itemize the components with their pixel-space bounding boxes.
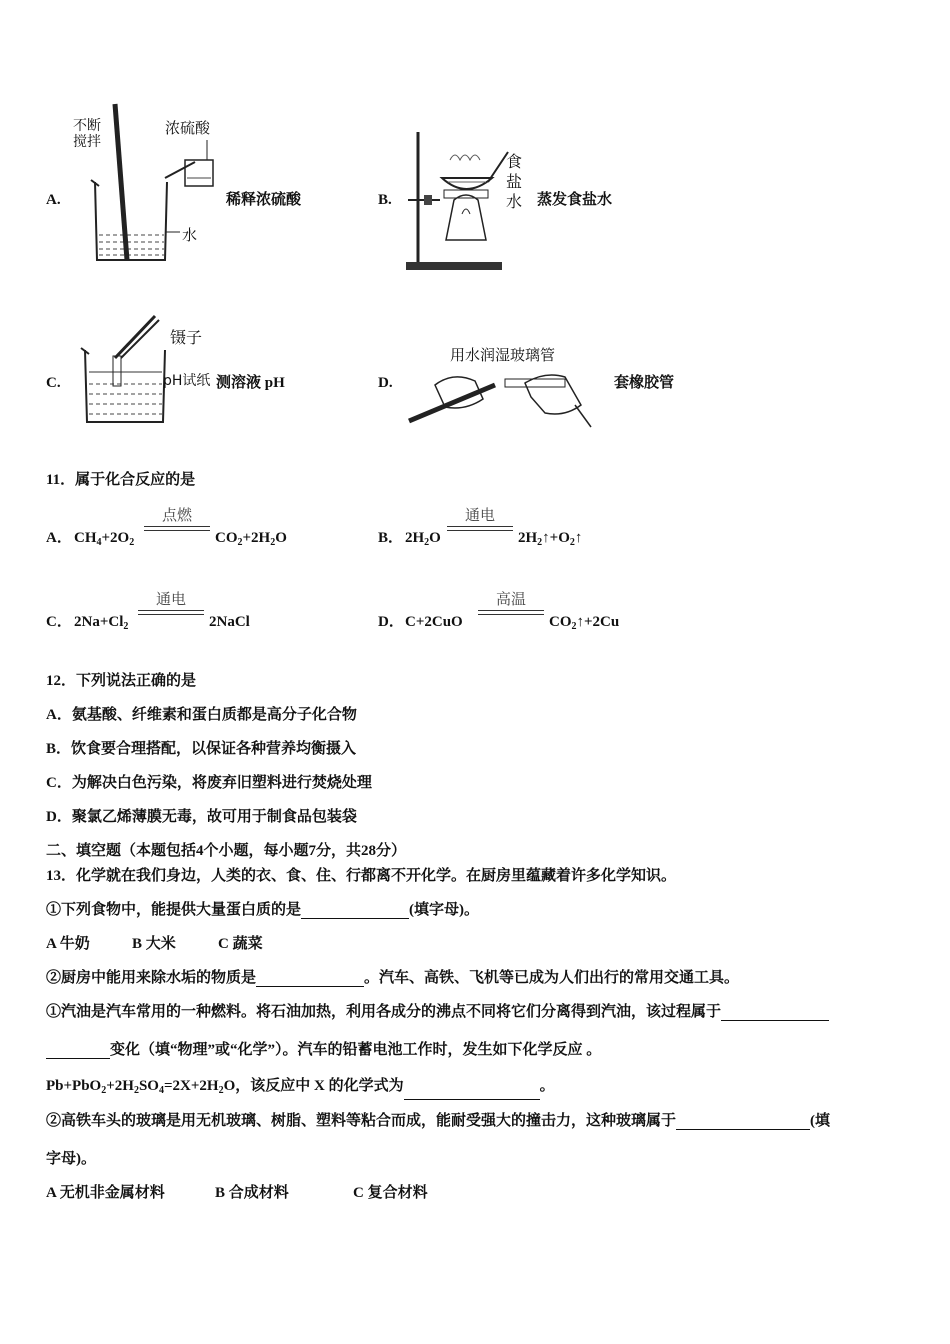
q11-c-right: 2NaCl bbox=[209, 614, 250, 630]
q13-part5 bbox=[46, 1077, 555, 1100]
q11-b-right: $2H_2↑+O_2↑$ bbox=[518, 530, 583, 548]
q12-stem: 12．下列说法正确的是 bbox=[46, 673, 197, 689]
q13-part6 bbox=[46, 1112, 830, 1130]
q13-part7: 字母)。 bbox=[46, 1151, 96, 1167]
tweezers-label: 镊子 bbox=[170, 328, 203, 347]
section-2-heading: 二、填空题（本题包括4个小题，每小题7分，共28分） bbox=[46, 843, 407, 859]
q11-d-right: $CO_2↑+2Cu$ bbox=[549, 614, 620, 632]
wet-tube-label: 用水润湿玻璃管 bbox=[450, 346, 556, 364]
q11-c-condition: 通电 bbox=[155, 590, 186, 608]
q13-stem: 13．化学就在我们身边，人类的衣、食、住、行都离不开化学。在厨房里蕴藏着许多化学知识。 bbox=[46, 868, 677, 884]
q13-blank-1[interactable] bbox=[301, 904, 409, 919]
option-c-caption: 测溶液 pH bbox=[216, 375, 285, 391]
q13-part7-opt-b: B 合成材料 bbox=[215, 1185, 289, 1201]
q13-part3-text: ①汽油是汽车常用的一种燃料。将石油加热，利用各成分的沸点不同将它们分离得到汽油，该过程属于 bbox=[46, 1004, 722, 1020]
q11-c-letter: C． bbox=[46, 614, 72, 630]
evaporation-figure bbox=[400, 130, 523, 275]
acid-label: 浓硫酸 bbox=[165, 119, 211, 137]
option-d-letter: D. bbox=[378, 375, 393, 391]
q13-part5-end: 。 bbox=[539, 1078, 555, 1094]
q11-c-arrow bbox=[138, 590, 204, 632]
ph-test-figure bbox=[75, 312, 175, 427]
q13-part6-end: (填 bbox=[810, 1113, 831, 1129]
q11-a-letter: A． bbox=[46, 530, 72, 546]
q13-blank-5[interactable] bbox=[676, 1115, 810, 1130]
q11-a-condition: 点燃 bbox=[161, 506, 192, 524]
option-c-letter: C. bbox=[46, 375, 61, 391]
q13-part2 bbox=[46, 969, 739, 987]
q13-part1 bbox=[46, 901, 479, 919]
option-b-caption: 蒸发食盐水 bbox=[537, 192, 613, 208]
ph-paper-label: pH试纸 bbox=[163, 373, 211, 389]
salt-label: 食 盐 水 bbox=[506, 152, 523, 211]
q13-part5-text: ，该反应中 X 的化学式为 bbox=[235, 1078, 404, 1094]
option-a-caption: 稀释浓硫酸 bbox=[226, 192, 302, 208]
q11-d-condition: 高温 bbox=[495, 590, 526, 608]
q13-part1-text: ①下列食物中，能提供大量蛋白质的是 bbox=[46, 902, 302, 918]
option-d-caption: 套橡胶管 bbox=[614, 375, 675, 391]
q12-option-c: C．为解决白色污染，将废弃旧塑料进行焚烧处理 bbox=[46, 775, 372, 791]
q11-a-left: $CH_4+2O_2$ bbox=[74, 530, 135, 548]
q13-equation: $Pb+PbO_2+2H_2SO_4=2X+2H_2O$ bbox=[46, 1078, 236, 1096]
q11-d-left: C+2CuO bbox=[405, 614, 463, 630]
q11-b-letter: B． bbox=[378, 530, 404, 546]
q13-part4 bbox=[46, 1041, 601, 1059]
q13-part1-opt-c: C 蔬菜 bbox=[218, 936, 263, 952]
q13-part7-opt-c: C 复合材料 bbox=[353, 1185, 428, 1201]
q12-option-d: D．聚氯乙烯薄膜无毒，故可用于制食品包装袋 bbox=[46, 809, 357, 825]
q11-b-arrow bbox=[447, 506, 513, 548]
option-a-letter: A. bbox=[46, 192, 61, 208]
water-label: 水 bbox=[182, 226, 198, 244]
q13-part3 bbox=[46, 1003, 829, 1021]
q13-part2-text: ②厨房中能用来除水垢的物质是 bbox=[46, 970, 257, 986]
q13-part4-text: 变化（填“物理”或“化学”）。汽车的铅蓄电池工作时，发生如下化学反应 。 bbox=[110, 1042, 602, 1058]
stir-label: 不断 搅拌 bbox=[73, 118, 101, 150]
q13-blank-2[interactable] bbox=[256, 972, 364, 987]
q13-part7-opt-a: A 无机非金属材料 bbox=[46, 1185, 165, 1201]
q13-part1-opt-b: B 大米 bbox=[132, 936, 176, 952]
q11-a-arrow bbox=[144, 506, 210, 548]
rubber-tube-figure bbox=[405, 365, 595, 435]
q13-part1-opt-a: A 牛奶 bbox=[46, 936, 90, 952]
q12-option-a: A．氨基酸、纤维素和蛋白质都是高分子化合物 bbox=[46, 707, 357, 723]
q11-c-left: $2Na+Cl_2$ bbox=[74, 614, 129, 632]
q11-b-left: $2H_2O$ bbox=[405, 530, 441, 548]
q13-part1-end: (填字母)。 bbox=[409, 902, 480, 918]
q12-option-b: B．饮食要合理搭配，以保证各种营养均衡摄入 bbox=[46, 741, 357, 757]
q11-b-condition: 通电 bbox=[464, 506, 495, 524]
q11-a-right: $CO_2+2H_2O$ bbox=[215, 530, 287, 548]
option-b-letter: B. bbox=[378, 192, 392, 208]
q13-blank-4[interactable] bbox=[404, 1085, 540, 1100]
q13-blank-3a[interactable] bbox=[721, 1006, 829, 1021]
q11-stem: 11．属于化合反应的是 bbox=[46, 472, 196, 488]
q13-part6-text: ②高铁车头的玻璃是用无机玻璃、树脂、塑料等粘合而成，能耐受强大的撞击力，这种玻璃属于 bbox=[46, 1113, 677, 1129]
q11-d-letter: D． bbox=[378, 614, 404, 630]
q11-d-arrow bbox=[478, 590, 544, 632]
q13-blank-3b[interactable] bbox=[46, 1044, 110, 1059]
q13-part2-end: 。汽车、高铁、飞机等已成为人们出行的常用交通工具。 bbox=[364, 970, 740, 986]
